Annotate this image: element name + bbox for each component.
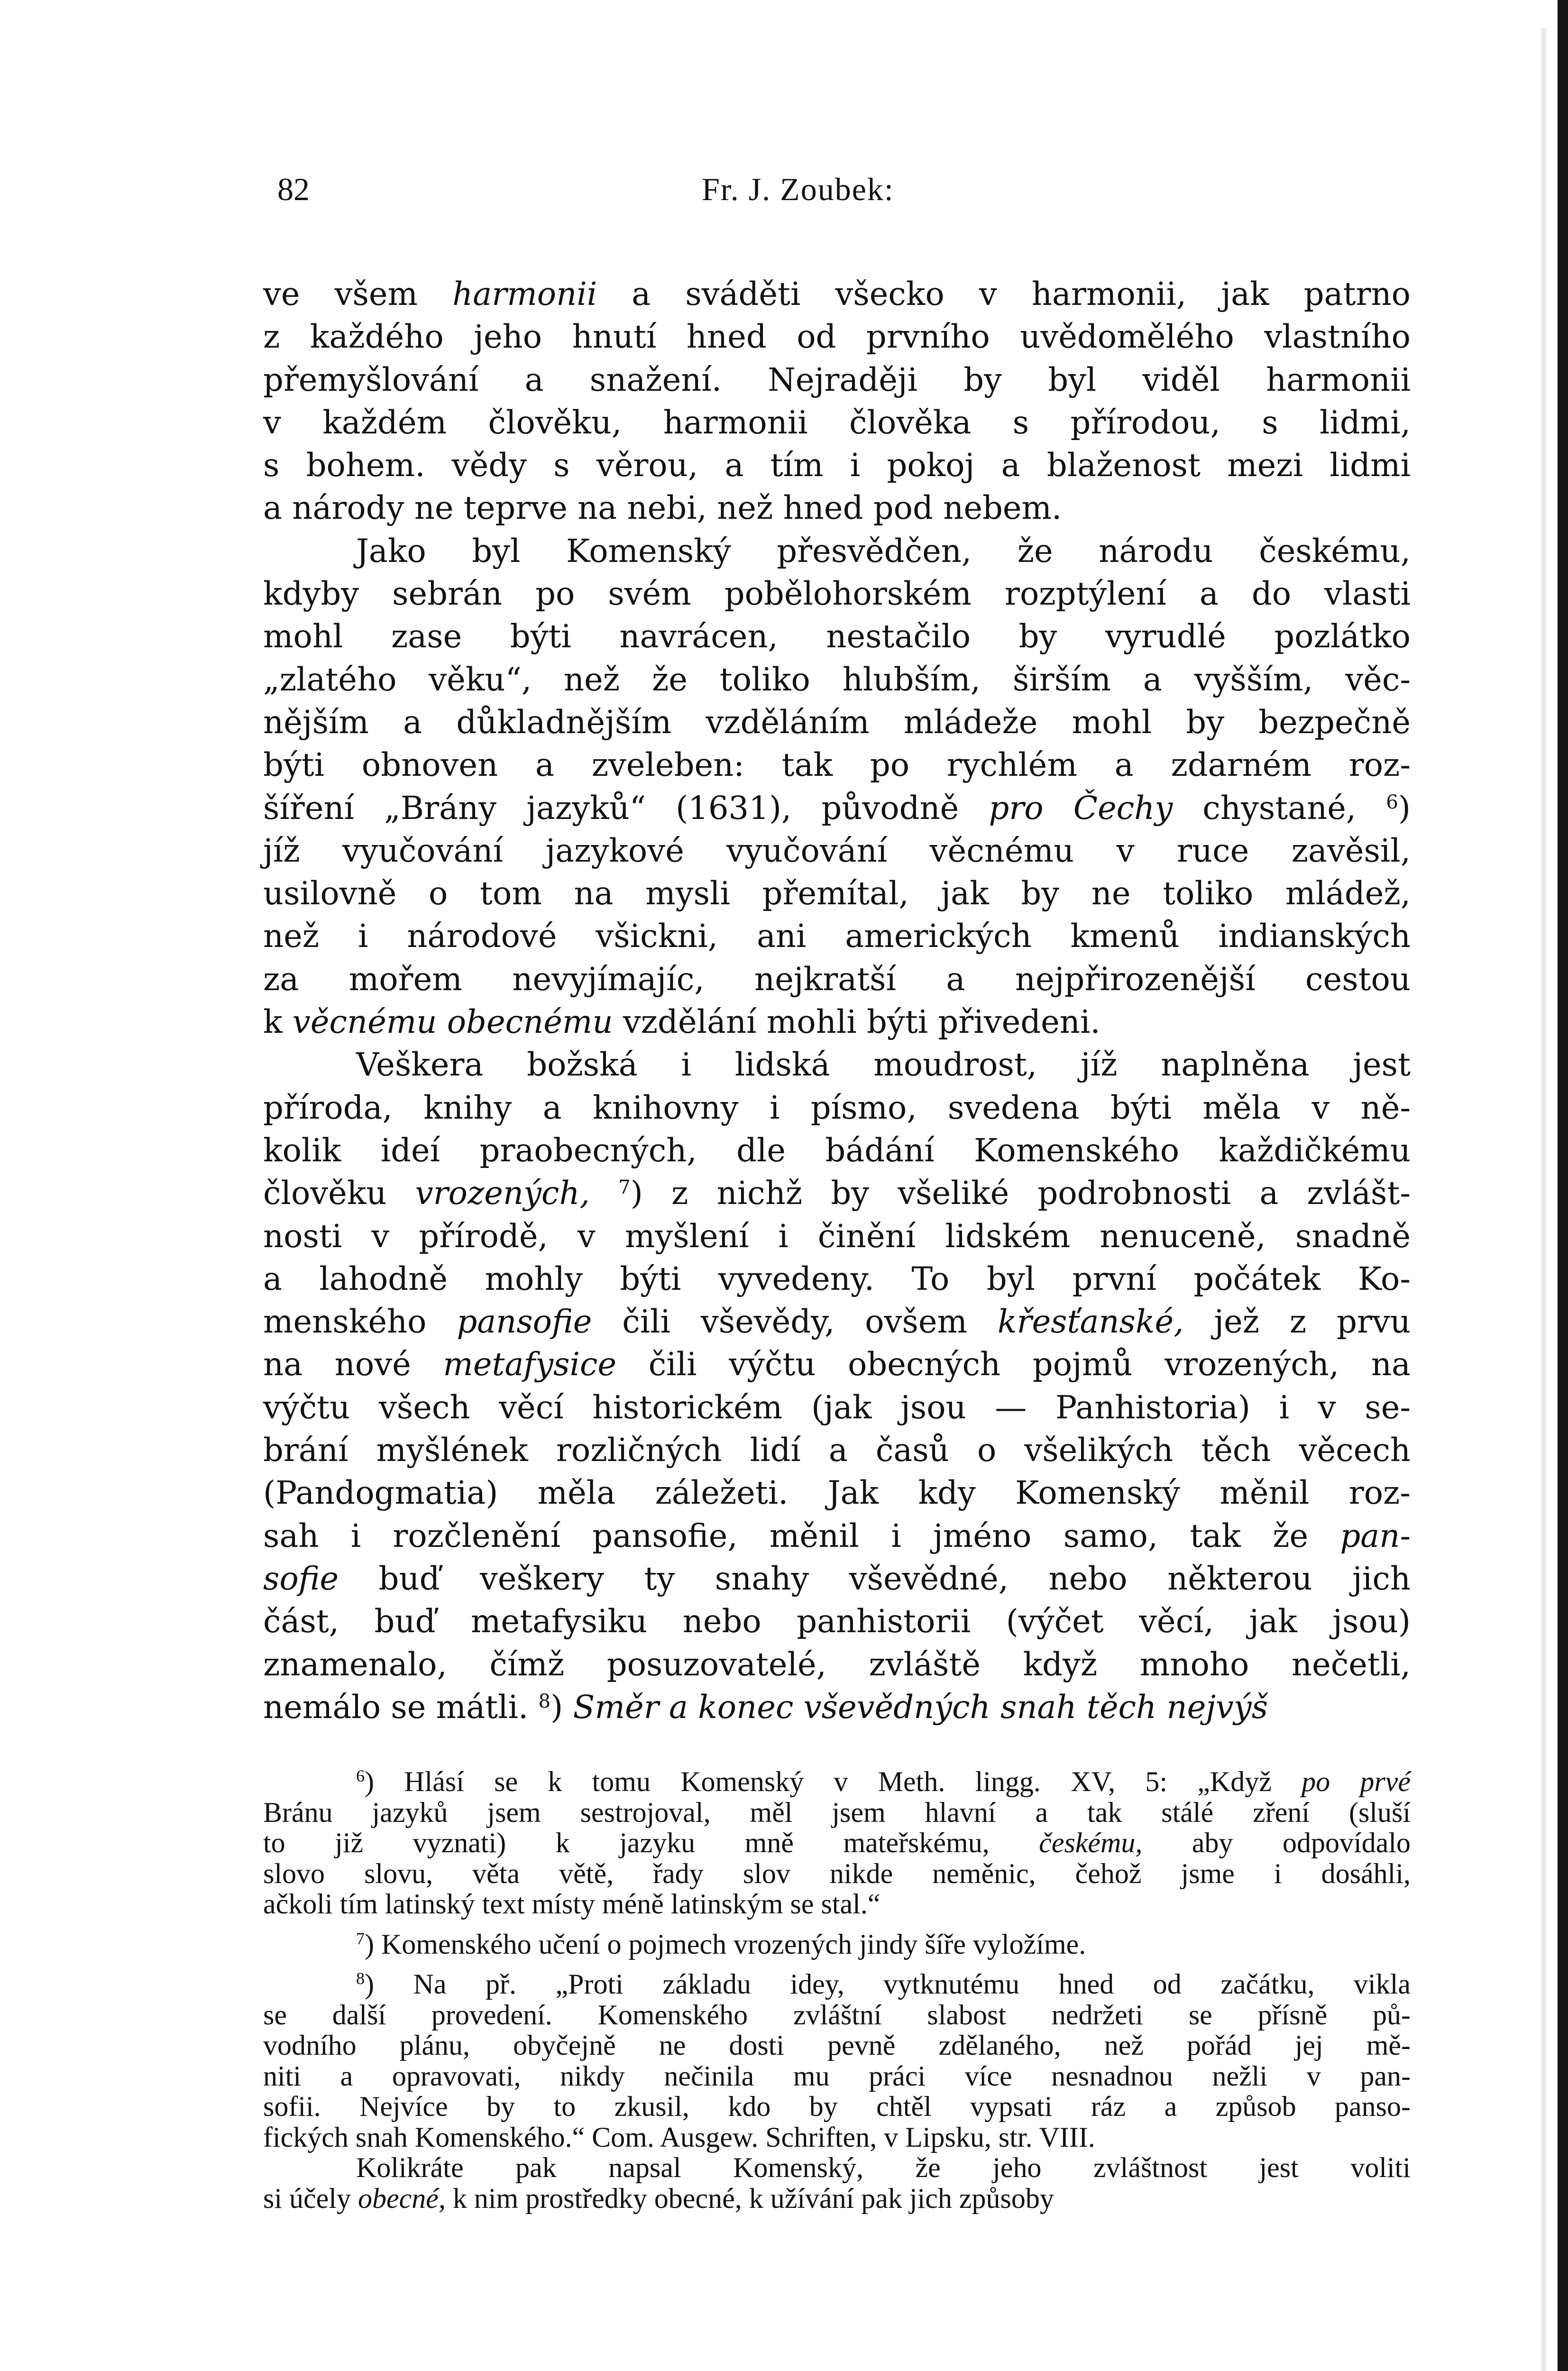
- body-line: menského pansofie čili vševědy, ovšem křesťanské, jež z prvu: [263, 1303, 1411, 1341]
- body-line: kolik ideí praobecných, dle bádání Komenského každičkému: [263, 1131, 1411, 1169]
- body-line: sofie buď veškery ty snahy vševědné, nebo některou jich: [263, 1560, 1411, 1597]
- body-line: přemyšlování a snažení. Nejraději by byl viděl harmonii: [263, 361, 1411, 398]
- body-text: [263, 273, 1411, 1728]
- footnote-line: Bránu jazyků jsem sestrojoval, měl jsem hlavní a tak stálé zření (sluší: [263, 1796, 1411, 1828]
- body-line: a národy ne teprve na nebi, než hned pod nebem.: [263, 489, 1062, 527]
- body-line: k věcnému obecnému vzdělání mohli býti přivedeni.: [263, 1003, 1100, 1041]
- footnote-marker: 8: [356, 1969, 365, 1988]
- footnote-line: Kolikráte pak napsal Komenský, že jeho zvláštnost jest voliti: [356, 2152, 1411, 2183]
- footnote-marker: 8: [538, 1690, 551, 1712]
- footnote-line: $^8$) Na př. „Proti základu idey, vytknutému hned od začátku, vikla: [356, 1968, 1411, 2000]
- body-line: než i národové všickni, ani amerických kmenů indianských: [263, 918, 1411, 955]
- footnote-line: si účely obecné, k nim prostředky obecné, k užívání pak jich způsoby: [263, 2182, 1054, 2214]
- footnote-line: sofii. Nejvíce by to zkusil, kdo by chtěl vypsati ráz a způsob panso-: [263, 2091, 1411, 2122]
- footnote-line: ačkoli tím latinský text místy méně latinským se stal.“: [263, 1888, 880, 1920]
- body-line: usilovně o tom na mysli přemítal, jak by ne toliko mládež,: [263, 875, 1411, 912]
- body-line: Jako byl Komenský přesvědčen, že národu českému,: [356, 532, 1411, 570]
- page-edge-shadow: [1541, 28, 1546, 2371]
- body-line: z každého jeho hnutí hned od prvního uvědomělého vlastního: [263, 318, 1411, 356]
- footnote-line: fických snah Komenského.“ Com. Ausgew. Schriften, v Lipsku, str. VIII.: [263, 2121, 1095, 2153]
- body-line: sah i rozčlenění pansofie, měnil i jméno samo, tak že pan-: [263, 1517, 1411, 1554]
- body-line: kdyby sebrán po svém pobělohorském rozptýlení a do vlasti: [263, 575, 1411, 613]
- body-line: člověku vrozených, $^7$) z nichž by všeliké podrobnosti a zvlášt-: [263, 1175, 1411, 1212]
- body-line: výčtu všech věcí historickém (jak jsou — Panhistoria) i v se-: [263, 1388, 1411, 1426]
- footnote-line: slovo slovu, věta větě, řady slov nikde neměnic, čehož jsme i dosáhli,: [263, 1857, 1411, 1889]
- body-line: v každém člověku, harmonii člověka s přírodou, s lidmi,: [263, 404, 1411, 441]
- body-line: část, buď metafysiku nebo panhistorii (výčet věcí, jak jsou): [263, 1603, 1411, 1640]
- body-line: příroda, knihy a knihovny i písmo, svedena býti měla v ně-: [263, 1089, 1411, 1126]
- body-line: za mořem nevyjímajíc, nejkratší a nejpřirozenější cestou: [263, 960, 1411, 998]
- running-title: Fr. J. Zoubek:: [702, 171, 894, 207]
- footnote-line: vodního plánu, obyčejně ne dosti pevně zdělaného, než pořád jej mě-: [263, 2030, 1411, 2061]
- footnote-marker: 7: [356, 1929, 365, 1948]
- body-line: mohl zase býti navrácen, nestačilo by vyrudlé pozlátko: [263, 618, 1411, 655]
- body-line: s bohem. vědy s věrou, a tím i pokoj a blaženost mezi lidmi: [263, 447, 1411, 484]
- body-line: ve všem harmonii a sváděti všecko v harmonii, jak patrno: [263, 276, 1411, 312]
- page-edge: [1558, 0, 1568, 2371]
- footnote-line: niti a opravovati, nikdy nečinila mu práci více nesnadnou nežli v pan-: [263, 2060, 1411, 2092]
- page-number: 82: [277, 171, 310, 207]
- body-line: jíž vyučování jazykové vyučování věcnému v ruce zavěsil,: [263, 832, 1411, 869]
- body-line: (Pandogmatia) měla záležeti. Jak kdy Komenský měnil roz-: [263, 1474, 1411, 1512]
- footnote-marker: 6: [356, 1766, 365, 1786]
- footnote-marker: 7: [618, 1176, 631, 1199]
- body-line: a lahodně mohly býti vyvedeny. To byl první počátek Ko-: [263, 1260, 1411, 1297]
- footnote-line: to již vyznati) k jazyku mně mateřskému, českému, aby odpovídalo: [263, 1827, 1411, 1858]
- running-header: [263, 171, 1411, 228]
- body-line: „zlatého věku“, než že toliko hlubším, širším a vyšším, věc-: [263, 661, 1411, 698]
- page: [263, 171, 1411, 1728]
- body-line: znamenalo, čímž posuzovatelé, zvláště když mnoho nečetli,: [263, 1645, 1411, 1683]
- footnote-marker: 6: [1386, 791, 1398, 813]
- footnote-line: $^6$) Hlásí se k tomu Komenský v Meth. lingg. XV, 5: „Když po prvé: [356, 1766, 1411, 1797]
- body-line: brání myšlének rozličných lidí a časů o všelikých těch věcech: [263, 1432, 1411, 1469]
- footnote-line: $^7$) Komenského učení o pojmech vrozených jindy šíře vyložíme.: [356, 1928, 1086, 1960]
- body-line: nemálo se mátli. $^8$) Směr a konec vševědných snah těch nejvýš: [263, 1688, 1268, 1726]
- footnote-line: se další provedení. Komenského zvláštní slabost nedržeti se přísně pů-: [263, 1999, 1411, 2031]
- body-line: na nové metafysice čili výčtu obecných pojmů vrozených, na: [263, 1346, 1411, 1383]
- body-line: šíření „Brány jazyků“ (1631), původně pro Čechy chystané, $^6$): [263, 789, 1411, 827]
- footnotes: [263, 1766, 1411, 2214]
- body-line: nosti v přírodě, v myšlení i činění lidském nenuceně, snadně: [263, 1217, 1411, 1255]
- body-line: nějším a důkladnějším vzděláním mládeže mohl by bezpečně: [263, 703, 1411, 741]
- body-line: býti obnoven a zveleben: tak po rychlém a zdarném roz-: [263, 746, 1411, 784]
- body-line: Veškera božská i lidská moudrost, jíž naplněna jest: [356, 1046, 1411, 1084]
